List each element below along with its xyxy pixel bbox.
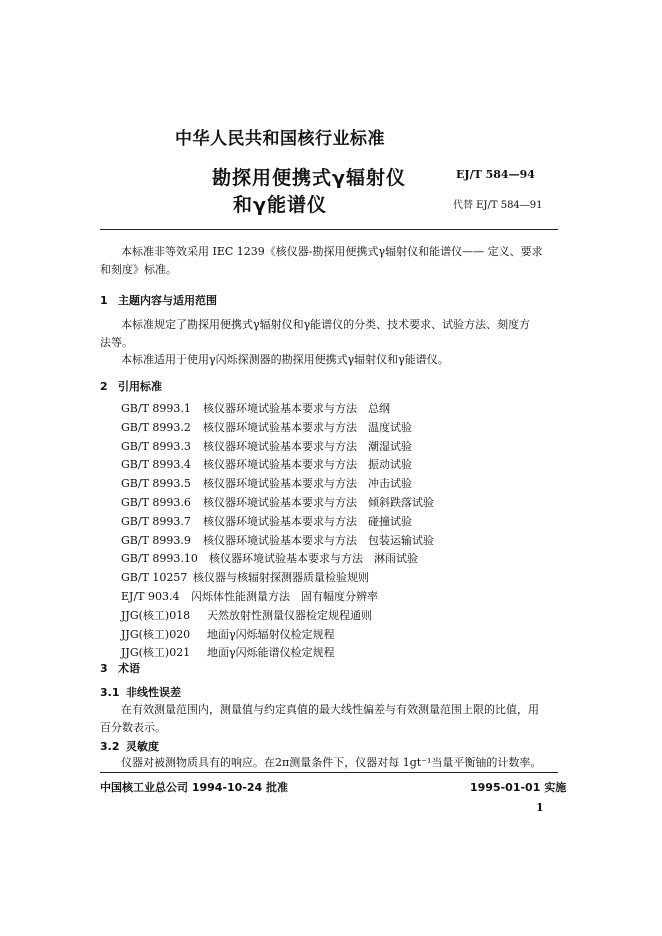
section-2-heading [100, 378, 162, 394]
reference-item [121, 438, 434, 457]
section-2-number: 2 [100, 380, 108, 393]
reference-item [121, 644, 434, 663]
subsection-3-1-heading [100, 684, 181, 700]
section-1-number: 1 [100, 294, 108, 307]
reference-item [121, 626, 434, 645]
reference-code: GB/T 8993.10 [121, 552, 198, 566]
reference-title: 核仪器与核辐射探测器质量检验规则 [193, 571, 369, 585]
reference-list [121, 400, 434, 663]
intro-line2: 和刻度》标准。 [100, 263, 177, 276]
reference-item [121, 588, 434, 607]
page-number: 1 [536, 801, 544, 814]
section-1-heading [100, 292, 217, 308]
reference-title: 核仪器环境试验基本要求与方法 总纲 [203, 402, 390, 415]
subsection-3-2-heading [100, 738, 159, 754]
reference-item [121, 475, 434, 494]
reference-code: JJG(核工)020 [121, 627, 191, 641]
subsection-3-2-line1: 仪器对被测物质具有的响应。在2π测量条件下，仪器对每 1gt⁻¹当量平衡铀的计数率。 [121, 756, 542, 769]
reference-code: GB/T 10257 [121, 571, 188, 585]
industry-standard-heading: 中华人民共和国核行业标准 [175, 129, 385, 149]
reference-title: 地面γ闪烁辐射仪检定规程 [207, 627, 335, 641]
section-1-p1-line1: 本标准规定了勘探用便携式γ辐射仪和γ能谱仪的分类、技术要求、试验方法、刻度方 [121, 318, 531, 331]
section-1-p2: 本标准适用于使用γ闪烁探测器的勘探用便携式γ辐射仪和γ能谱仪。 [121, 353, 449, 366]
approval-line: 中国核工业总公司 1994-10-24 批准 [100, 781, 289, 794]
reference-title: 地面γ闪烁能谱仪检定规程 [207, 646, 335, 660]
reference-title: 核仪器环境试验基本要求与方法 振动试验 [203, 458, 412, 472]
subsection-3-2-number: 3.2 [100, 740, 120, 753]
reference-title: 天然放射性测量仪器检定规程通则 [207, 608, 372, 622]
reference-item [121, 419, 434, 438]
reference-code: JJG(核工)021 [121, 646, 191, 660]
subsection-3-1-line2: 百分数表示。 [100, 721, 166, 734]
reference-title: 核仪器环境试验基本要求与方法 碰撞试验 [203, 514, 412, 528]
section-3-heading [100, 660, 140, 676]
reference-code: GB/T 8993.4 [121, 458, 191, 472]
footer-divider [100, 772, 558, 773]
reference-item [121, 494, 434, 513]
subsection-3-2-title: 灵敏度 [126, 740, 159, 753]
header-divider [100, 229, 558, 230]
reference-title: 核仪器环境试验基本要求与方法 淋雨试验 [209, 552, 418, 566]
reference-item [121, 532, 434, 551]
section-2-title: 引用标准 [118, 380, 162, 393]
section-1-p1-line2: 法等。 [100, 336, 133, 349]
reference-item [121, 607, 434, 626]
section-3-title: 术语 [118, 662, 140, 675]
reference-item [121, 400, 434, 419]
reference-code: GB/T 8993.3 [121, 439, 191, 453]
reference-item [121, 456, 434, 475]
reference-title: 核仪器环境试验基本要求与方法 温度试验 [203, 420, 412, 434]
replaces-standard: 代替 EJ/T 584—91 [453, 200, 543, 211]
reference-code: GB/T 8993.7 [121, 514, 191, 528]
reference-code: EJ/T 903.4 [121, 589, 180, 603]
reference-code: GB/T 8993.1 [121, 402, 191, 415]
implementation-date: 1995-01-01 实施 [470, 781, 567, 794]
document-title-line1: 勘探用便携式γ辐射仪 [212, 167, 406, 189]
reference-title: 核仪器环境试验基本要求与方法 冲击试验 [203, 477, 412, 491]
document-title-line2: 和γ能谱仪 [233, 194, 327, 216]
reference-title: 核仪器环境试验基本要求与方法 包装运输试验 [203, 533, 434, 547]
standard-number: EJ/T 584—94 [456, 168, 535, 181]
subsection-3-1-title: 非线性误差 [126, 686, 181, 699]
reference-item [121, 550, 434, 569]
reference-item [121, 569, 434, 588]
reference-item [121, 513, 434, 532]
reference-code: GB/T 8993.5 [121, 477, 191, 491]
section-1-title: 主题内容与适用范围 [118, 294, 217, 307]
reference-code: GB/T 8993.9 [121, 533, 191, 547]
subsection-3-1-line1: 在有效测量范围内，测量值与约定真值的最大线性偏差与有效测量范围上限的比值，用 [121, 703, 539, 716]
subsection-3-1-number: 3.1 [100, 686, 120, 699]
reference-title: 闪烁体性能测量方法 固有幅度分辨率 [191, 589, 378, 603]
reference-code: GB/T 8993.6 [121, 495, 191, 509]
section-3-number: 3 [100, 662, 108, 675]
reference-title: 核仪器环境试验基本要求与方法 倾斜跌落试验 [203, 495, 434, 509]
reference-title: 核仪器环境试验基本要求与方法 潮湿试验 [203, 439, 412, 453]
reference-code: JJG(核工)018 [121, 608, 191, 622]
reference-code: GB/T 8993.2 [121, 420, 191, 434]
intro-line1: 本标准非等效采用 IEC 1239《核仪器-勘探用便携式γ辐射仪和能谱仪—— 定义、要求 [121, 245, 543, 258]
